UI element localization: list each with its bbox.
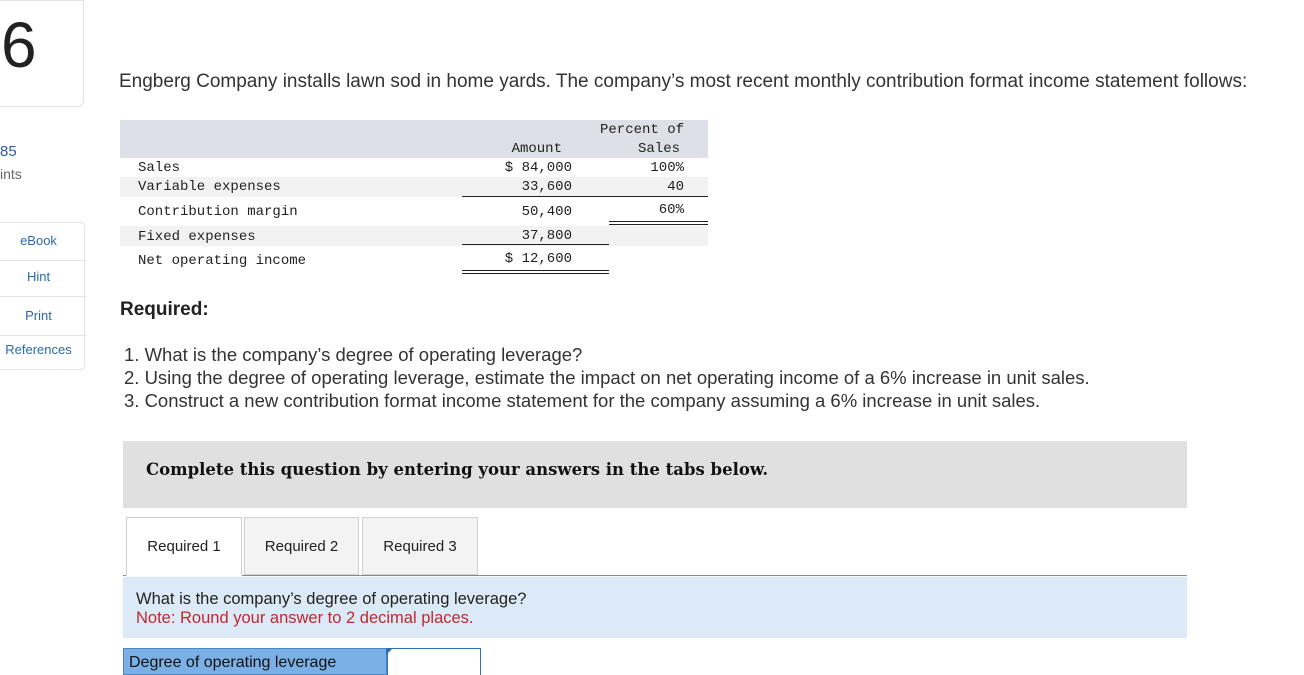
sidebar-divider	[0, 296, 86, 297]
row-percent-sales: 100%	[650, 160, 684, 176]
panel-question: What is the company’s degree of operating leverage?	[136, 590, 527, 608]
question-number-card	[0, 0, 84, 107]
required-item-3: 3. Construct a new contribution format income statement for the company assuming a 6% increase in unit sales.	[124, 390, 1041, 411]
row-amount-variable-expenses: 33,600	[521, 179, 572, 195]
sidebar-item-hint[interactable]: Hint	[26, 269, 51, 284]
sidebar-item-print[interactable]: Print	[25, 308, 52, 323]
instruction-banner	[123, 441, 1187, 508]
required-heading: Required:	[120, 299, 209, 320]
header-amount: Amount	[511, 141, 562, 157]
points-value: 85	[0, 143, 17, 160]
sidebar-divider	[0, 260, 86, 261]
sidebar-divider	[0, 335, 86, 336]
row-amount-contribution-margin: 50,400	[521, 204, 572, 220]
points-label: ints	[0, 166, 22, 182]
panel-note: Note: Round your answer to 2 decimal places.	[136, 609, 474, 627]
required-item-2: 2. Using the degree of operating leverage, estimate the impact on net operating income of a 6% increase in unit sales.	[124, 367, 1090, 388]
subtotal-rule	[609, 196, 708, 197]
input-corner-marker	[386, 648, 393, 655]
tab-required-2[interactable]: Required 2	[244, 517, 359, 575]
row-percent-contribution-margin: 60%	[658, 202, 684, 218]
subtotal-rule	[462, 244, 609, 245]
tab-required-1[interactable]: Required 1	[126, 517, 242, 576]
resource-sidebar	[0, 222, 85, 370]
row-percent-variable-expenses: 40	[667, 179, 684, 195]
degree-of-operating-leverage-input[interactable]	[387, 648, 481, 675]
row-label-variable-expenses: Variable expenses	[138, 179, 281, 195]
row-amount-net-operating-income: $ 12,600	[504, 251, 572, 267]
problem-intro: Engberg Company installs lawn sod in home yards. The company’s most recent monthly contribution format income statement follows:	[119, 71, 1248, 92]
required-list	[124, 343, 1090, 412]
required-item-1: 1. What is the company’s degree of operating leverage?	[124, 344, 583, 365]
row-amount-fixed-expenses: 37,800	[521, 228, 572, 244]
row-label-net-operating-income: Net operating income	[138, 253, 307, 269]
income-statement-table	[120, 120, 708, 280]
total-double-rule	[462, 273, 609, 274]
answer-label: Degree of operating leverage	[123, 648, 387, 675]
question-panel	[123, 577, 1187, 638]
header-percent-line1: Percent of	[599, 122, 684, 138]
row-amount-sales: $ 84,000	[504, 160, 572, 176]
tab-required-3[interactable]: Required 3	[362, 517, 478, 575]
sidebar-item-ebook[interactable]: eBook	[20, 233, 57, 248]
sidebar-item-references[interactable]: References	[5, 342, 72, 357]
total-double-rule	[609, 221, 708, 222]
total-double-rule	[462, 270, 609, 271]
header-percent-line2: Sales	[637, 141, 680, 157]
question-number: 6	[1, 9, 37, 81]
row-label-contribution-margin: Contribution margin	[138, 204, 298, 220]
subtotal-rule	[462, 196, 609, 197]
instruction-text: Complete this question by entering your answers in the tabs below.	[146, 460, 769, 479]
row-label-sales: Sales	[138, 160, 181, 176]
row-label-fixed-expenses: Fixed expenses	[138, 229, 256, 245]
total-double-rule	[609, 224, 708, 225]
